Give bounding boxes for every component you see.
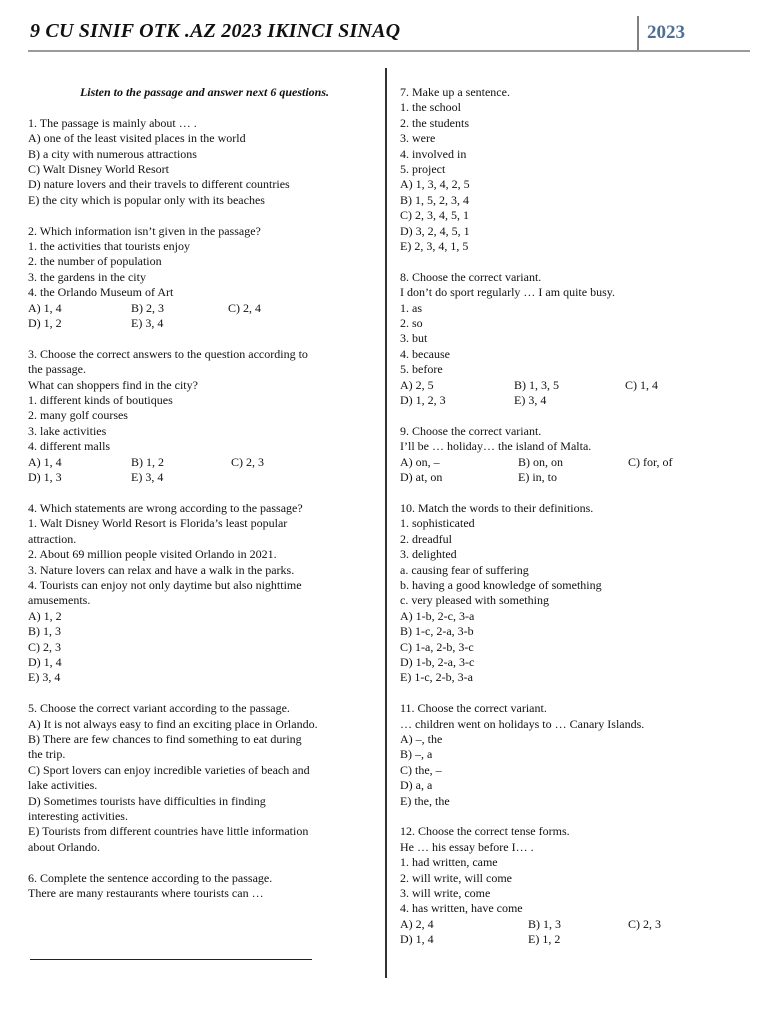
text-line: 4. the Orlando Museum of Art [28,285,174,300]
answer-options-row [28,316,373,331]
text-line: 5. Choose the correct variant according to the passage. [28,701,290,716]
text-line: E) 1-c, 2-b, 3-a [400,670,473,685]
answer-option: C) 2, 3 [628,916,661,931]
column-divider [385,68,387,978]
spacer [400,409,750,424]
spacer [400,809,750,824]
answer-option: B) on, on [518,454,563,469]
text-line: 1. The passage is mainly about … . [28,115,197,130]
text-line: I don’t do sport regularly … I am quite busy. [400,285,615,300]
answer-option: C) 2, 3 [231,454,264,469]
text-line: 8. Choose the correct variant. [400,269,542,284]
answer-option: A) 1, 4 [28,300,62,315]
text-line: E) Tourists from different countries have little information [28,824,309,839]
answer-option: B) 1, 2 [131,454,164,469]
answer-option: B) 1, 3, 5 [514,377,559,392]
text-line: I’ll be … holiday… the island of Malta. [400,439,592,454]
answer-option: A) on, – [400,454,440,469]
text-line: B) 1-c, 2-a, 3-b [400,624,474,639]
text-line: 3. Nature lovers can relax and have a walk in the parks. [28,562,295,577]
answer-option: A) 1, 4 [28,454,62,469]
text-line: 4. Tourists can enjoy not only daytime but also nighttime [28,577,302,592]
text-line: B) 1, 3 [28,624,61,639]
text-line: A) 1, 2 [28,608,62,623]
page-title: 9 CU SINIF OTK .AZ 2023 IKINCI SINAQ [30,20,401,42]
text-line: 10. Match the words to their definitions. [400,500,594,515]
text-line: 1. as [400,300,422,315]
text-line: 2. so [400,316,423,331]
text-line: 1. the school [400,100,461,115]
text-line: He … his essay before I… . [400,839,534,854]
text-line: 4. Which statements are wrong according to the passage? [28,500,303,515]
text-line: 3. will write, come [400,886,491,901]
answer-option: D) 1, 2 [28,316,62,331]
answer-option: A) 2, 4 [400,916,434,931]
text-line: A) one of the least visited places in the world [28,131,246,146]
text-line: E) 2, 3, 4, 1, 5 [400,239,469,254]
answer-options-row [400,917,750,932]
text-line: 9. Choose the correct variant. [400,423,542,438]
spacer [28,686,373,701]
text-line: 4. involved in [400,146,467,161]
text-line: C) Walt Disney World Resort [28,162,169,177]
text-line: What can shoppers find in the city? [28,377,198,392]
text-line: 5. before [400,362,443,377]
text-line: 7. Make up a sentence. [400,85,510,99]
spacer [28,331,373,346]
text-line: E) the, the [400,793,450,808]
text-line: lake activities. [28,778,98,793]
answer-options-row [400,378,750,393]
text-line: 4. different malls [28,439,111,454]
answer-options-row [400,470,750,485]
text-line: 1. had written, came [400,855,498,870]
answer-option: C) 1, 4 [625,377,658,392]
text-line: 1. different kinds of boutiques [28,393,173,408]
text-line: E) the city which is popular only with its beaches [28,192,265,207]
right-column [400,85,750,948]
text-line: about Orlando. [28,839,100,854]
text-line: … children went on holidays to … Canary Islands. [400,716,645,731]
text-line: A) 1-b, 2-c, 3-a [400,608,475,623]
text-line: 1. the activities that tourists enjoy [28,239,190,254]
text-line: 3. Choose the correct answers to the question according to [28,346,308,361]
text-line: amusements. [28,593,91,608]
instruction-text: Listen to the passage and answer next 6 questions. [79,85,330,99]
spacer [28,208,373,223]
text-line: the trip. [28,747,66,762]
text-line: B) a city with numerous attractions [28,146,197,161]
text-line: 2. the students [400,115,469,130]
text-line: 3. the gardens in the city [28,269,146,284]
text-line: A) 1, 3, 4, 2, 5 [400,177,470,192]
text-line: A) –, the [400,732,443,746]
answer-option: E) 3, 4 [131,470,164,485]
left-column [28,85,373,901]
text-line: A) It is not always easy to find an exciting place in Orlando. [28,716,318,731]
text-line: C) Sport lovers can enjoy incredible varieties of beach and [28,762,310,777]
spacer [400,486,750,501]
text-line: 3. delighted [400,547,457,562]
answer-options-row [400,455,750,470]
text-line: 11. Choose the correct variant. [400,701,547,716]
answer-line [30,959,312,960]
answer-option: A) 2, 5 [400,377,434,392]
text-line: 2. dreadful [400,531,452,546]
text-line: a. causing fear of suffering [400,562,529,577]
text-line: 4. has written, have come [400,901,523,916]
text-line: 2. Which information isn’t given in the passage? [28,223,261,238]
text-line: D) 3, 2, 4, 5, 1 [400,223,470,238]
answer-option: D) 1, 2, 3 [400,393,446,408]
text-line: D) nature lovers and their travels to different countries [28,177,290,192]
answer-option: D) 1, 4 [400,932,434,947]
text-line: D) a, a [400,778,433,793]
header-separator [637,16,639,51]
answer-options-row [400,932,750,947]
answer-options-row [28,455,373,470]
answer-option: D) at, on [400,470,443,485]
spacer [400,686,750,701]
text-line: There are many restaurants where tourists can … [28,886,264,901]
text-line: attraction. [28,531,77,546]
answer-option: C) 2, 4 [228,300,261,315]
spacer [28,855,373,870]
header-rule [28,50,750,52]
text-line: 5. project [400,162,446,177]
text-line: 2. About 69 million people visited Orlando in 2021. [28,547,277,562]
spacer [28,100,373,115]
answer-option: B) 1, 3 [528,916,561,931]
text-line: D) 1-b, 2-a, 3-c [400,654,475,669]
text-line: B) –, a [400,747,433,762]
text-line: 3. were [400,131,436,146]
answer-options-row [28,301,373,316]
spacer [28,486,373,501]
text-line: 1. sophisticated [400,516,475,531]
text-line: B) There are few chances to find something to eat during [28,731,302,746]
text-line: 12. Choose the correct tense forms. [400,824,570,839]
text-line: b. having a good knowledge of something [400,577,602,592]
text-line: E) 3, 4 [28,670,61,685]
answer-options-row [400,393,750,408]
answer-options-row [28,470,373,485]
text-line: 1. Walt Disney World Resort is Florida’s least popular [28,516,288,531]
text-line: 2. many golf courses [28,408,128,423]
answer-option: D) 1, 3 [28,470,62,485]
text-line: 4. because [400,346,450,361]
text-line: C) 2, 3, 4, 5, 1 [400,208,469,223]
text-line: C) 1-a, 2-b, 3-c [400,639,474,654]
text-line: interesting activities. [28,809,128,824]
text-line: D) Sometimes tourists have difficulties in finding [28,793,266,808]
text-line: B) 1, 5, 2, 3, 4 [400,192,469,207]
text-line: the passage. [28,362,86,377]
text-line: 3. lake activities [28,423,107,438]
text-line: 6. Complete the sentence according to the passage. [28,870,273,885]
answer-option: E) in, to [518,470,557,485]
answer-option: C) for, of [628,454,673,469]
text-line: C) 2, 3 [28,639,61,654]
text-line: C) the, – [400,762,442,777]
answer-option: E) 3, 4 [514,393,547,408]
answer-option: B) 2, 3 [131,300,164,315]
spacer [400,254,750,269]
text-line: c. very pleased with something [400,593,549,608]
header-year: 2023 [647,22,685,43]
answer-option: E) 1, 2 [528,932,561,947]
text-line: 3. but [400,331,428,346]
answer-option: E) 3, 4 [131,316,164,331]
text-line: 2. will write, will come [400,870,512,885]
text-line: D) 1, 4 [28,654,62,669]
text-line: 2. the number of population [28,254,162,269]
